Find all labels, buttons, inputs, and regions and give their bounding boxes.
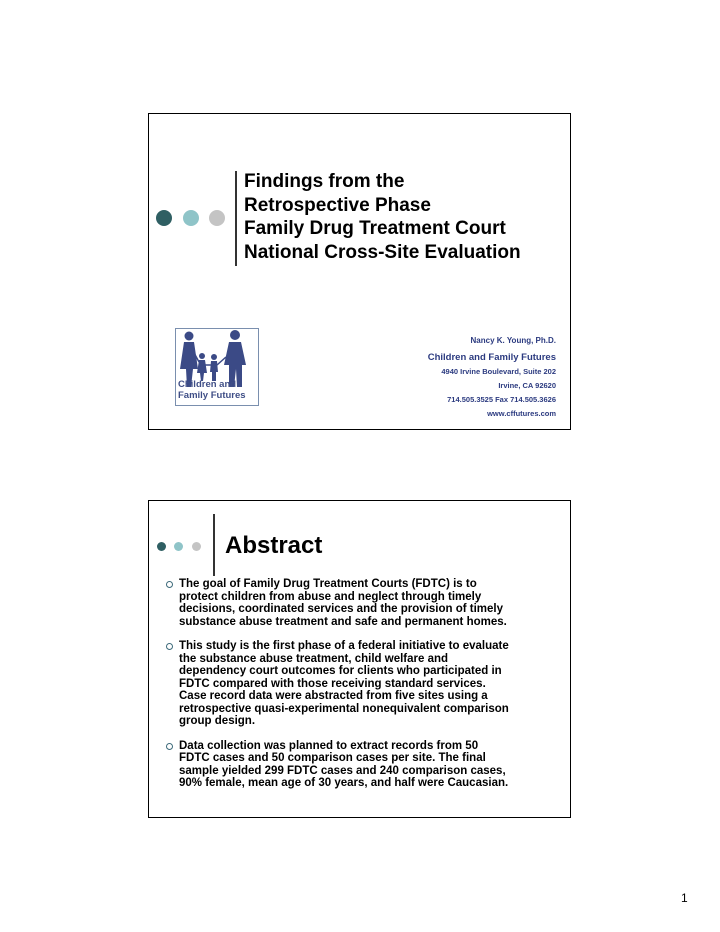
list-item xyxy=(163,740,563,790)
bullet-line: group design. xyxy=(179,715,256,727)
author-name: Nancy K. Young, Ph.D. xyxy=(470,336,556,345)
street-address: 4940 Irvine Boulevard, Suite 202 xyxy=(441,367,556,376)
page-number: 1 xyxy=(681,891,688,905)
bullet-line: FDTC cases and 50 comparison cases per site. The final xyxy=(179,752,486,764)
gray-dot-icon xyxy=(209,210,225,226)
city-address: Irvine, CA 92620 xyxy=(498,381,556,390)
teal-dot-icon xyxy=(183,210,199,226)
bullet-line: protect children from abuse and neglect through timely xyxy=(179,590,482,603)
bullet-line: retrospective quasi-experimental nonequivalent comparison xyxy=(179,702,509,715)
bullet-line: sample yielded 299 FDTC cases and 240 comparison cases, xyxy=(179,764,506,777)
bullet-line: 90% female, mean age of 30 years, and half were Caucasian. xyxy=(179,777,509,789)
bullet-icon xyxy=(166,743,173,750)
dark-dot-icon xyxy=(157,542,166,551)
logo-text xyxy=(178,379,246,401)
bullet-line: This study is the first phase of a federal initiative to evaluate xyxy=(179,640,509,652)
teal-dot-icon xyxy=(174,542,183,551)
bullet-icon xyxy=(166,581,173,588)
bullet-line: FDTC compared with those receiving standard services. xyxy=(179,677,486,690)
gray-dot-icon xyxy=(192,542,201,551)
bullet-line: Data collection was planned to extract records from 50 xyxy=(179,739,479,752)
title-line: Retrospective Phase xyxy=(244,194,431,216)
bullet-line: dependency court outcomes for clients who participated in xyxy=(179,665,502,677)
title-line: National Cross-Site Evaluation xyxy=(244,241,521,263)
title-divider xyxy=(235,171,237,266)
organization-name: Children and Family Futures xyxy=(427,352,556,363)
dark-dot-icon xyxy=(156,210,172,226)
contact-block xyxy=(428,334,556,421)
title-divider xyxy=(213,514,215,576)
website: www.cffutures.com xyxy=(487,409,556,418)
children-family-futures-logo xyxy=(175,328,259,406)
title-line: Family Drug Treatment Court xyxy=(244,218,506,239)
list-item xyxy=(163,640,563,728)
title-line: Findings from the xyxy=(244,171,405,192)
abstract-slide xyxy=(148,500,571,818)
bullet-line: Case record data were abstracted from five sites using a xyxy=(179,690,488,702)
bullet-icon xyxy=(166,643,173,650)
abstract-bullets xyxy=(163,578,563,802)
list-item xyxy=(163,578,563,628)
title-slide xyxy=(148,113,571,430)
bullet-line: substance abuse treatment and safe and permanent homes. xyxy=(179,615,507,628)
slide-title xyxy=(244,170,521,264)
logo-line: Children and xyxy=(178,379,237,390)
logo-line: Family Futures xyxy=(178,390,246,401)
bullet-line: The goal of Family Drug Treatment Courts (FDTC) is to xyxy=(179,578,477,590)
phone-fax: 714.505.3525 Fax 714.505.3626 xyxy=(447,395,556,404)
bullet-line: decisions, coordinated services and the provision of timely xyxy=(179,603,504,615)
bullet-line: the substance abuse treatment, child welfare and xyxy=(179,652,449,665)
slide-title: Abstract xyxy=(225,532,323,559)
